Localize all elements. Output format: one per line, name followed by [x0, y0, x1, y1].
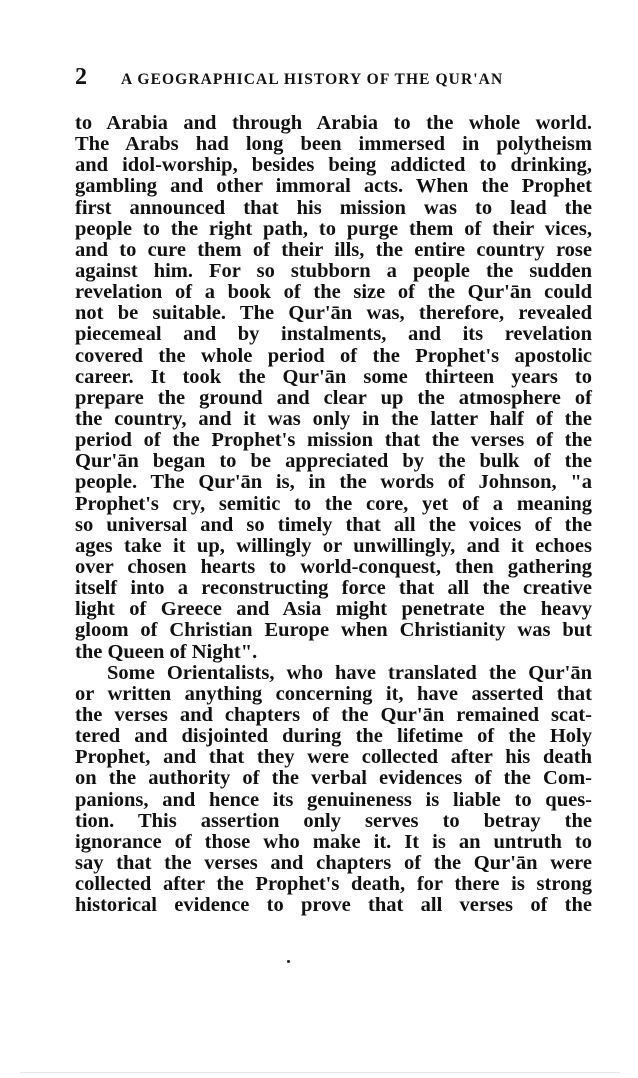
text-line: the verses and chapters of the Qur'ān remained scat-	[75, 703, 592, 726]
text-line-paragraph-start: Some Orientalists, who have translated the Qur'ān	[107, 661, 592, 684]
text-line: so universal and so timely that all the voices of the	[75, 513, 592, 536]
text-line: revelation of a book of the size of the Qur'ān could	[75, 281, 592, 304]
text-line: Prophet, and that they were collected after his death	[75, 746, 592, 769]
text-line: Prophet's cry, semitic to the core, yet of a meaning	[75, 492, 592, 515]
text-line: the country, and it was only in the latter half of the	[75, 407, 592, 430]
text-line: tered and disjointed during the lifetime of the Holy	[75, 725, 592, 748]
text-line: not be suitable. The Qur'ān was, therefore, revealed	[75, 302, 592, 325]
text-line: ignorance of those who make it. It is an untruth to	[75, 830, 592, 853]
text-line: Qur'ān began to be appreciated by the bulk of the	[75, 450, 592, 473]
text-line: prepare the ground and clear up the atmosphere of	[75, 386, 592, 409]
text-line: and to cure them of their ills, the entire country rose	[75, 238, 592, 261]
page-edge-rule	[20, 1072, 620, 1073]
text-line: panions, and hence its genuineness is liable to ques-	[75, 788, 592, 811]
text-line: people to the right path, to purge them of their vices,	[75, 217, 592, 240]
text-line: The Arabs had long been immersed in polytheism	[75, 133, 592, 156]
text-line: gloom of Christian Europe when Christianity was but	[75, 619, 592, 642]
text-line: historical evidence to prove that all verses of the	[75, 894, 592, 917]
text-line: gambling and other immoral acts. When the Prophet	[75, 175, 592, 198]
text-line: ages take it up, willingly or unwillingly, and it echoes	[75, 534, 592, 557]
text-line: people. The Qur'ān is, in the words of Johnson, "a	[75, 471, 592, 494]
text-line: period of the Prophet's mission that the verses of the	[75, 429, 592, 452]
body-text	[75, 113, 592, 916]
text-line-paragraph-end: the Queen of Night".	[75, 640, 258, 663]
text-line: career. It took the Qur'ān some thirteen years to	[75, 365, 592, 388]
text-line: on the authority of the verbal evidences of the Com-	[75, 767, 592, 790]
text-line: first announced that his mission was to lead the	[75, 196, 592, 219]
text-line: light of Greece and Asia might penetrate the heavy	[75, 598, 592, 621]
text-line: or written anything concerning it, have asserted that	[75, 682, 592, 705]
page-number: 2	[75, 64, 87, 90]
text-line: say that the verses and chapters of the Qur'ān were	[75, 851, 592, 874]
text-line: and idol-worship, besides being addicted to drinking,	[75, 154, 592, 177]
text-line: over chosen hearts to world-conquest, then gathering	[75, 555, 592, 578]
running-head-title: A GEOGRAPHICAL HISTORY OF THE QUR'AN	[121, 71, 504, 88]
text-line: covered the whole period of the Prophet's apostolic	[75, 344, 592, 367]
running-head	[75, 64, 595, 94]
text-line: collected after the Prophet's death, for there is strong	[75, 873, 592, 896]
text-line: to Arabia and through Arabia to the whole world.	[75, 112, 592, 134]
text-line: against him. For so stubborn a people the sudden	[75, 259, 592, 282]
print-speck	[287, 960, 290, 963]
text-line: tion. This assertion only serves to betray the	[75, 809, 592, 832]
text-line: itself into a reconstructing force that all the creative	[75, 577, 592, 600]
text-line: piecemeal and by instalments, and its revelation	[75, 323, 592, 346]
